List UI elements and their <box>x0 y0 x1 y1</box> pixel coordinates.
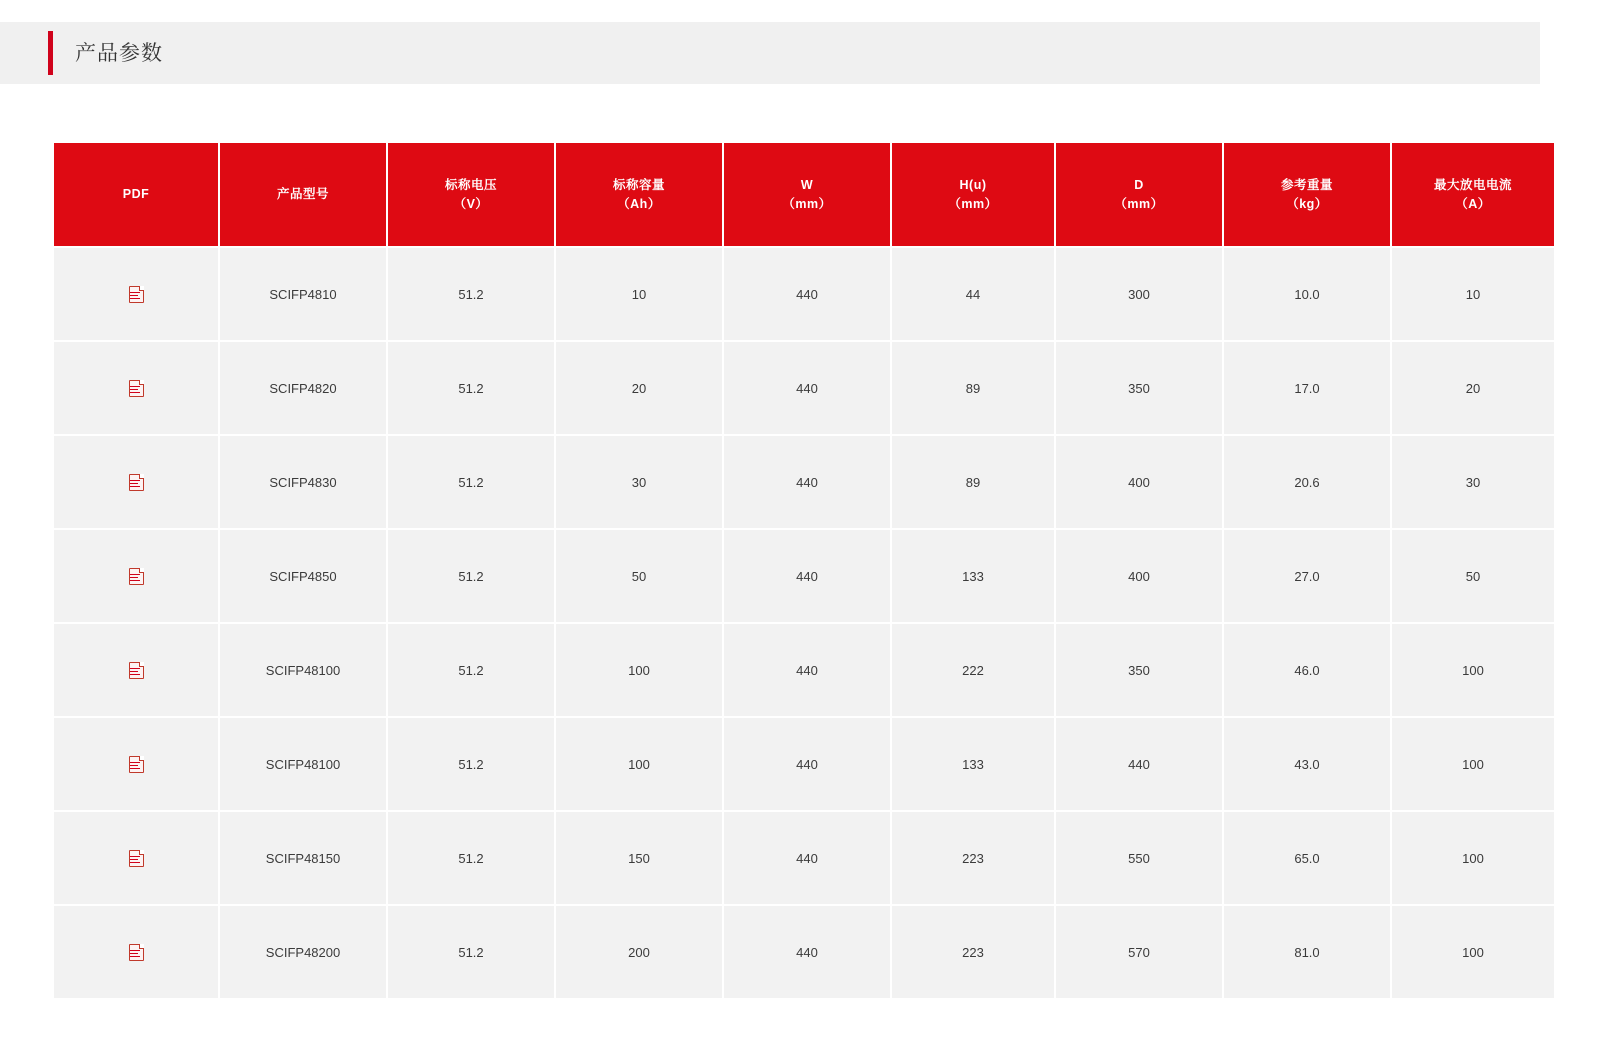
cell-depth: 550 <box>1056 812 1222 904</box>
table-header-row <box>54 143 1554 246</box>
column-header-max-current-label: 最大放电电流 <box>1433 178 1512 193</box>
cell-voltage: 51.2 <box>388 436 554 528</box>
column-header-pdf-label: PDF <box>122 187 150 202</box>
pdf-file-icon <box>129 568 144 585</box>
column-header-model <box>220 143 386 246</box>
cell-model: SCIFP48150 <box>220 812 386 904</box>
column-header-capacity-label: 标称容量 <box>612 178 665 193</box>
cell-depth: 400 <box>1056 436 1222 528</box>
table-row <box>54 248 1554 340</box>
cell-model: SCIFP4820 <box>220 342 386 434</box>
pdf-file-icon <box>129 850 144 867</box>
column-header-weight-unit: （kg） <box>1286 196 1328 211</box>
cell-voltage: 51.2 <box>388 248 554 340</box>
pdf-download-link[interactable] <box>129 474 144 491</box>
pdf-file-icon <box>129 756 144 773</box>
cell-weight: 10.0 <box>1224 248 1390 340</box>
cell-max-current: 20 <box>1392 342 1554 434</box>
column-header-pdf <box>54 143 218 246</box>
cell-max-current: 100 <box>1392 812 1554 904</box>
cell-max-current: 100 <box>1392 906 1554 998</box>
cell-depth: 400 <box>1056 530 1222 622</box>
cell-width: 440 <box>724 718 890 810</box>
pdf-file-icon <box>129 286 144 303</box>
cell-weight: 43.0 <box>1224 718 1390 810</box>
column-header-width <box>724 143 890 246</box>
pdf-download-cell[interactable] <box>54 624 218 716</box>
table-row <box>54 718 1554 810</box>
cell-voltage: 51.2 <box>388 718 554 810</box>
pdf-download-link[interactable] <box>129 944 144 961</box>
cell-capacity: 100 <box>556 718 722 810</box>
cell-voltage: 51.2 <box>388 530 554 622</box>
parameters-table <box>52 141 1556 1000</box>
column-header-depth-label: D <box>1134 178 1144 193</box>
cell-weight: 46.0 <box>1224 624 1390 716</box>
pdf-download-cell[interactable] <box>54 342 218 434</box>
cell-model: SCIFP4810 <box>220 248 386 340</box>
parameters-table-wrapper <box>52 141 1530 1000</box>
section-header-band <box>0 22 1540 84</box>
cell-capacity: 200 <box>556 906 722 998</box>
cell-model: SCIFP48200 <box>220 906 386 998</box>
cell-capacity: 150 <box>556 812 722 904</box>
cell-model: SCIFP48100 <box>220 718 386 810</box>
cell-width: 440 <box>724 530 890 622</box>
cell-max-current: 30 <box>1392 436 1554 528</box>
pdf-download-link[interactable] <box>129 850 144 867</box>
cell-width: 440 <box>724 906 890 998</box>
cell-height: 89 <box>892 436 1054 528</box>
pdf-download-cell[interactable] <box>54 718 218 810</box>
table-row <box>54 436 1554 528</box>
cell-max-current: 100 <box>1392 624 1554 716</box>
pdf-download-cell[interactable] <box>54 530 218 622</box>
cell-capacity: 50 <box>556 530 722 622</box>
cell-weight: 27.0 <box>1224 530 1390 622</box>
pdf-file-icon <box>129 474 144 491</box>
cell-max-current: 10 <box>1392 248 1554 340</box>
cell-model: SCIFP4830 <box>220 436 386 528</box>
pdf-download-cell[interactable] <box>54 436 218 528</box>
column-header-height-unit: （mm） <box>948 196 998 211</box>
column-header-capacity-unit: （Ah） <box>617 196 661 211</box>
cell-max-current: 100 <box>1392 718 1554 810</box>
cell-voltage: 51.2 <box>388 906 554 998</box>
table-row <box>54 530 1554 622</box>
cell-weight: 20.6 <box>1224 436 1390 528</box>
cell-height: 44 <box>892 248 1054 340</box>
page-title: 产品参数 <box>75 41 163 65</box>
pdf-download-link[interactable] <box>129 380 144 397</box>
column-header-max-current <box>1392 143 1554 246</box>
cell-width: 440 <box>724 436 890 528</box>
cell-voltage: 51.2 <box>388 342 554 434</box>
column-header-height <box>892 143 1054 246</box>
column-header-voltage-unit: （V） <box>453 196 489 211</box>
cell-width: 440 <box>724 248 890 340</box>
table-row <box>54 812 1554 904</box>
cell-voltage: 51.2 <box>388 624 554 716</box>
pdf-download-link[interactable] <box>129 662 144 679</box>
cell-capacity: 20 <box>556 342 722 434</box>
pdf-file-icon <box>129 380 144 397</box>
cell-depth: 570 <box>1056 906 1222 998</box>
column-header-depth-unit: （mm） <box>1114 196 1164 211</box>
section-accent-bar <box>48 31 53 75</box>
pdf-download-cell[interactable] <box>54 248 218 340</box>
column-header-max-current-unit: （A） <box>1455 196 1491 211</box>
cell-height: 133 <box>892 530 1054 622</box>
column-header-voltage <box>388 143 554 246</box>
cell-weight: 17.0 <box>1224 342 1390 434</box>
column-header-depth <box>1056 143 1222 246</box>
table-row <box>54 906 1554 998</box>
column-header-weight-label: 参考重量 <box>1280 178 1333 193</box>
column-header-voltage-label: 标称电压 <box>444 178 497 193</box>
cell-capacity: 30 <box>556 436 722 528</box>
cell-width: 440 <box>724 624 890 716</box>
pdf-download-link[interactable] <box>129 286 144 303</box>
cell-height: 133 <box>892 718 1054 810</box>
cell-model: SCIFP48100 <box>220 624 386 716</box>
column-header-weight <box>1224 143 1390 246</box>
cell-capacity: 100 <box>556 624 722 716</box>
cell-depth: 350 <box>1056 342 1222 434</box>
column-header-width-label: W <box>800 178 814 193</box>
cell-depth: 300 <box>1056 248 1222 340</box>
cell-capacity: 10 <box>556 248 722 340</box>
cell-model: SCIFP4850 <box>220 530 386 622</box>
cell-height: 223 <box>892 906 1054 998</box>
cell-depth: 350 <box>1056 624 1222 716</box>
cell-height: 89 <box>892 342 1054 434</box>
pdf-download-cell[interactable] <box>54 906 218 998</box>
table-row <box>54 624 1554 716</box>
cell-height: 223 <box>892 812 1054 904</box>
cell-voltage: 51.2 <box>388 812 554 904</box>
column-header-width-unit: （mm） <box>782 196 832 211</box>
column-header-capacity <box>556 143 722 246</box>
column-header-model-label: 产品型号 <box>276 187 329 202</box>
column-header-height-label: H(u) <box>959 178 987 193</box>
pdf-download-link[interactable] <box>129 568 144 585</box>
cell-depth: 440 <box>1056 718 1222 810</box>
cell-height: 222 <box>892 624 1054 716</box>
pdf-download-link[interactable] <box>129 756 144 773</box>
pdf-download-cell[interactable] <box>54 812 218 904</box>
cell-weight: 81.0 <box>1224 906 1390 998</box>
pdf-file-icon <box>129 944 144 961</box>
cell-width: 440 <box>724 812 890 904</box>
table-row <box>54 342 1554 434</box>
cell-max-current: 50 <box>1392 530 1554 622</box>
cell-width: 440 <box>724 342 890 434</box>
cell-weight: 65.0 <box>1224 812 1390 904</box>
pdf-file-icon <box>129 662 144 679</box>
